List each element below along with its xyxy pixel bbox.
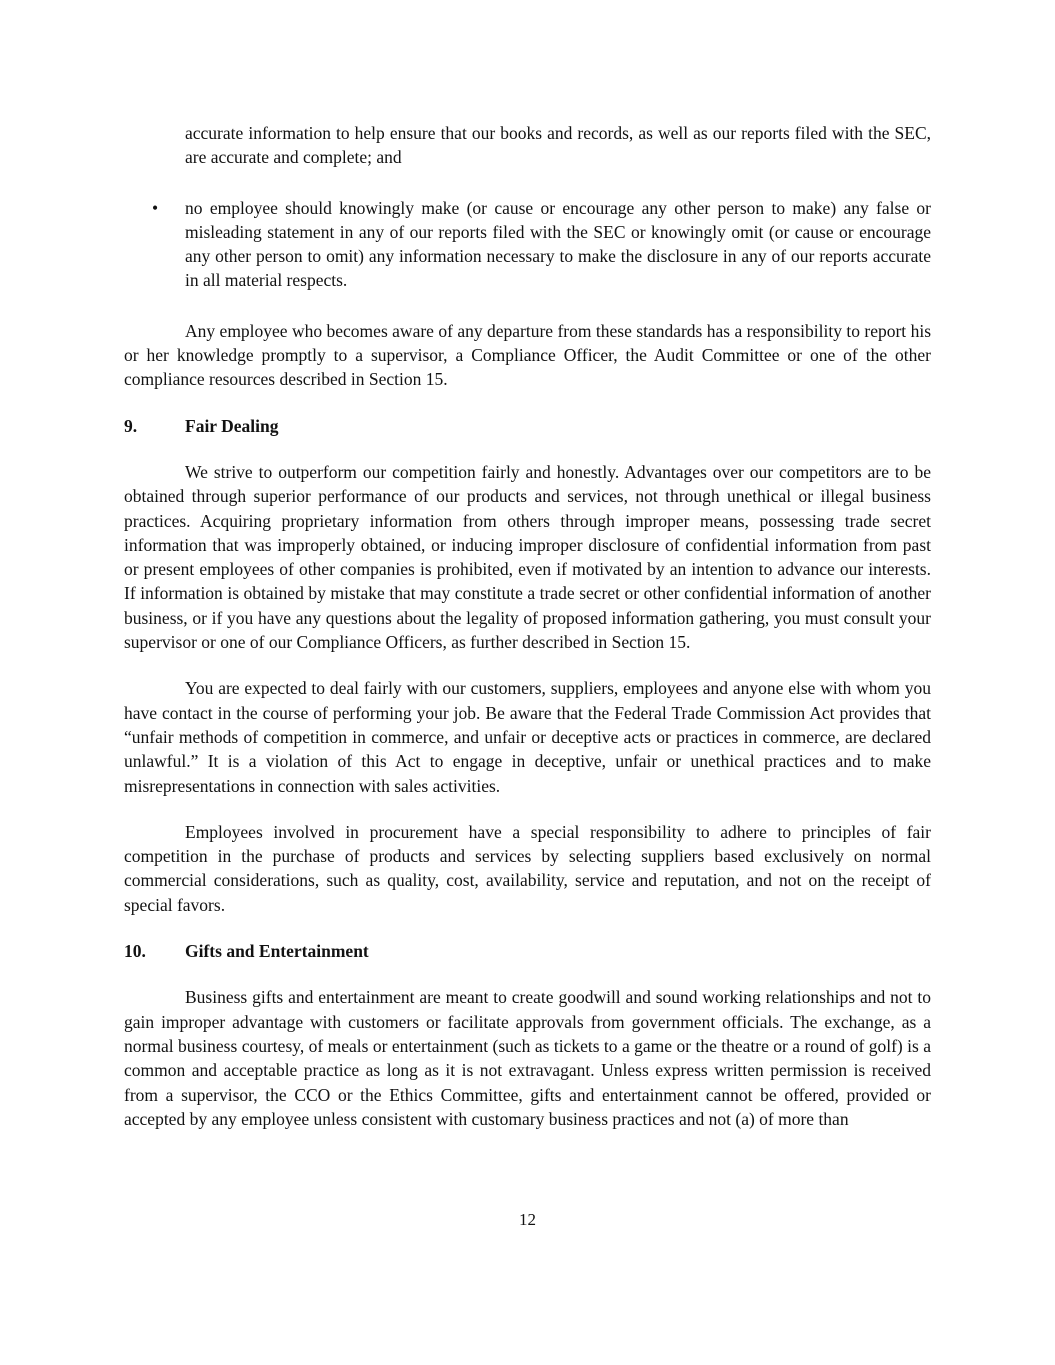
bullet-item-text: no employee should knowingly make (or cause or encourage any other person to make) any false or misleading statement in any of our reports filed with the SEC or knowingly omit (or cause or encourage any other person to omit) any information necessary to make the disclosure in any of our reports accurate in all material respects. [185,197,931,291]
section-heading-fair-dealing [124,414,931,438]
bullet-item-continuation: accurate information to help ensure that our books and records, as well as our reports filed with the SEC, are accurate and complete; and [185,123,931,168]
bullet-item [124,196,931,293]
section-title: Gifts and Entertainment [185,941,369,962]
section-heading-gifts-entertainment [124,939,931,963]
bullet-marker-icon: • [152,197,159,218]
section-number: 10. [124,941,146,962]
paragraph-fair-dealing-3: Employees involved in procurement have a special responsibility to adhere to principles of fair competition in the purchase of products and services by selecting suppliers based exclusively on normal commercial considerations, such as quality, cost, availability, service and reputation, and not on the receipt of special favors. [124,821,931,915]
document-body [124,121,931,1153]
page-number: 12 [519,1210,536,1229]
paragraph-fair-dealing-2: You are expected to deal fairly with our customers, suppliers, employees and anyone else with whom you have contact in the course of performing your job. Be aware that the Federal Trade Commission Act provides that “unfair methods of competition in commerce, and unfair or deceptive acts or practices in commerce, are declared unlawful.” It is a violation of this Act to engage in deceptive, unfair or unethical practices and to make misrepresentations in connection with sales activities. [124,678,931,796]
paragraph-fair-dealing-1: We strive to outperform our competition fairly and honestly. Advantages over our competitors are to be obtained through superior performance of our products and services, not through unethical or illegal business practices. Acquiring proprietary information from others through improper means, possessing trade secret information that was improperly obtained, or inducing improper disclosure of confidential information from past or present employees of other companies is prohibited, even if motivated by an intention to advance our interests. If information is obtained by mistake that may constitute a trade secret or other confidential information of another business, or if you have any questions about the legality of proposed information gathering, you must consult your supervisor or one of our Compliance Officers, as further described in Section 15. [124,461,931,653]
paragraph-gifts-entertainment-1: Business gifts and entertainment are meant to create goodwill and sound working relationships and not to gain improper advantage with customers or facilitate approvals from government officials. The exchange, as a normal business courtesy, of meals or entertainment (such as tickets to a game or the theatre or a round of golf) is a common and acceptable practice as long as it is not extravagant. Unless express written permission is received from a supervisor, the CCO or the Ethics Committee, gifts and entertainment cannot be offered, provided or accepted by any employee unless consistent with customary business practices and not (a) of more than [124,987,931,1129]
section-number: 9. [124,415,138,436]
paragraph-reporting-responsibility: Any employee who becomes aware of any departure from these standards has a responsibility to report his or her knowledge promptly to a supervisor, a Compliance Officer, the Audit Committee or one of the other compliance resources described in Section 15. [124,320,931,390]
section-title: Fair Dealing [185,415,279,436]
